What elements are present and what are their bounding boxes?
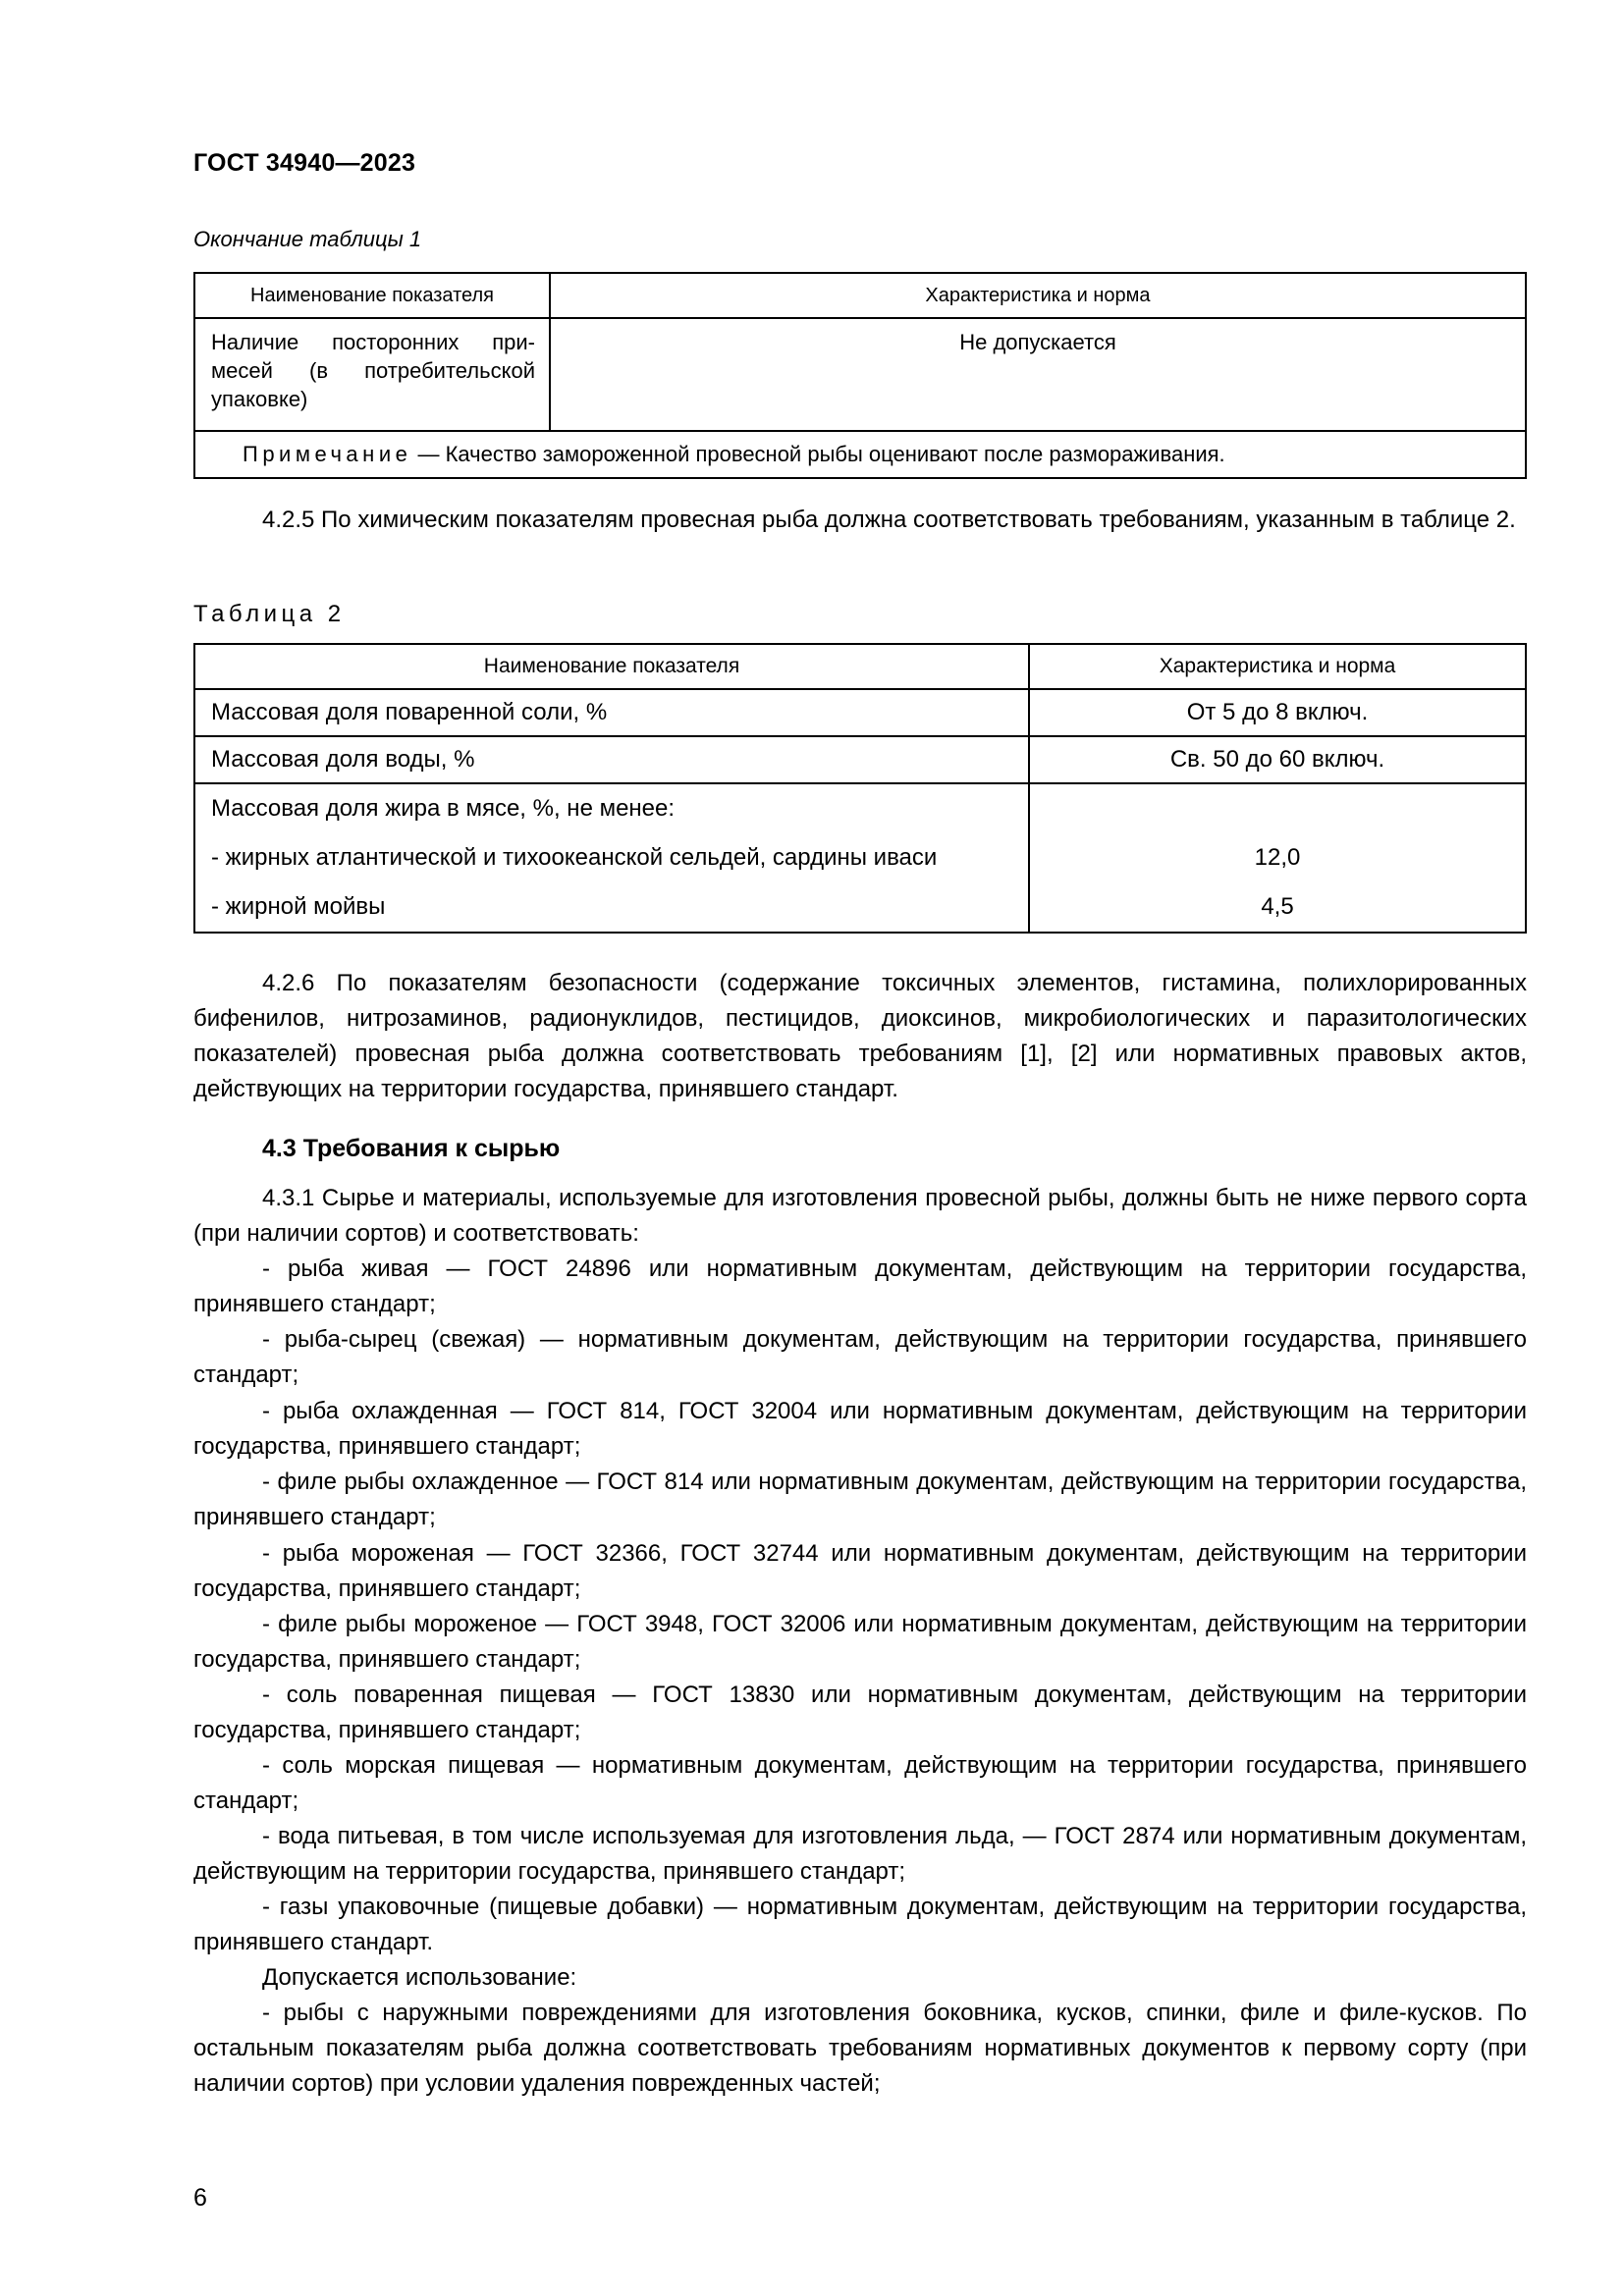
table-cell-name: Массовая доля воды, % <box>194 736 1029 783</box>
table-cell-value: Не допускается <box>550 318 1526 431</box>
note-text: — Качество замороженной провесной рыбы оценивают после размораживания. <box>411 442 1225 466</box>
table-header-row <box>194 644 1526 689</box>
paragraph-4-3-1: 4.3.1 Сырье и материалы, используемые для изготовления провесной рыбы, должны быть не ниже первого сорта (при наличии сортов) и соответствовать: <box>193 1185 1527 1247</box>
page-number: 6 <box>193 2184 207 2212</box>
table-note-row <box>194 431 1526 478</box>
table-row <box>194 736 1526 783</box>
list-item: - филе рыбы мороженое — ГОСТ 3948, ГОСТ 32006 или нормативным документам, действующим на территории государства, принявшего стандарт; <box>193 1611 1527 1673</box>
table-note <box>194 431 1526 478</box>
table-cell-value: Св. 50 до 60 включ. <box>1029 736 1526 783</box>
note-label: Примечание <box>243 442 412 466</box>
document-header: ГОСТ 34940—2023 <box>193 149 416 177</box>
table-2 <box>193 643 1527 934</box>
section-heading-4-3: 4.3 Требования к сырью <box>262 1135 561 1162</box>
list-item: - филе рыбы охлажденное — ГОСТ 814 или нормативным документам, действующим на территории государства, принявшего стандарт; <box>193 1468 1527 1530</box>
table-header-cell: Наименование показателя <box>194 273 550 318</box>
list-item: - соль поваренная пищевая — ГОСТ 13830 или нормативным документам, действующим на территории государства, принявшего стандарт; <box>193 1682 1527 1743</box>
allowed-paragraph: Допускается использование: <box>262 1964 577 1991</box>
table-header-cell: Характеристика и норма <box>1029 644 1526 689</box>
paragraph-4-2-6: 4.2.6 По показателям безопасности (содержание токсичных элементов, гистамина, полихлорированных бифенилов, нитрозаминов, радионуклидов, пестицидов, диоксинов, микробиологических и паразитологических показателей) провесная рыба должна соответствовать требованиям [1], [2] или нормативных правовых актов, действующих на территории государства, принявшего стандарт. <box>193 970 1527 1102</box>
table-row <box>194 318 1526 431</box>
table-row <box>194 689 1526 736</box>
table-cell-value: От 5 до 8 включ. <box>1029 689 1526 736</box>
list-item: - рыба живая — ГОСТ 24896 или нормативным документам, действующим на территории государства, принявшего стандарт; <box>193 1255 1527 1317</box>
fat-item-value: 4,5 <box>1261 893 1294 920</box>
paragraph-4-2-5: 4.2.5 По химическим показателям провесная рыба должна соответствовать требованиям, указанным в таблице 2. <box>262 507 1516 533</box>
table-cell-value <box>1029 783 1526 933</box>
table-cell-name: Массовая доля поваренной соли, % <box>194 689 1029 736</box>
table-row <box>194 783 1526 933</box>
fat-item-value: 12,0 <box>1254 844 1301 871</box>
list-item: - рыба охлажденная — ГОСТ 814, ГОСТ 32004 или нормативным документам, действующим на территории государства, принявшего стандарт; <box>193 1398 1527 1460</box>
table-1 <box>193 272 1527 479</box>
list-item: - соль морская пищевая — нормативным документам, действующим на территории государства, принявшего стандарт; <box>193 1752 1527 1814</box>
list-item: - газы упаковочные (пищевые добавки) — нормативным документам, действующим на территории государства, принявшего стандарт. <box>193 1894 1527 1955</box>
table-header-cell: Наименование показателя <box>194 644 1029 689</box>
fat-item-name: - жирных атлантической и тихоокеанской сельдей, сардины иваси <box>211 844 938 871</box>
table-header-row <box>194 273 1526 318</box>
table1-continuation-caption: Окончание таблицы 1 <box>193 227 422 251</box>
list-item: - вода питьевая, в том числе используемая для изготовления льда, — ГОСТ 2874 или нормативным документам, действующим на территории государства, принявшего стандарт; <box>193 1823 1527 1885</box>
fat-title: Массовая доля жира в мясе, %, не менее: <box>211 795 676 822</box>
list-item: - рыбы с наружными повреждениями для изготовления боковника, кусков, спинки, филе и филе-кусков. По остальным показателям рыба должна соответствовать требованиям нормативных документов к первому сорту (при наличии сортов) при условии удаления поврежденных частей; <box>193 2000 1527 2097</box>
list-item: - рыба-сырец (свежая) — нормативным документам, действующим на территории государства, принявшего стандарт; <box>193 1326 1527 1388</box>
table2-caption: Таблица 2 <box>193 601 346 627</box>
table-cell-name: Наличие посторонних при-месей (в потребительской упаковке) <box>194 318 550 431</box>
fat-item-name: - жирной мойвы <box>211 893 386 920</box>
table-header-cell: Характеристика и норма <box>550 273 1526 318</box>
table-cell-name <box>194 783 1029 933</box>
list-item: - рыба мороженая — ГОСТ 32366, ГОСТ 32744 или нормативным документам, действующим на территории государства, принявшего стандарт; <box>193 1540 1527 1602</box>
empty-line <box>1030 784 1525 833</box>
